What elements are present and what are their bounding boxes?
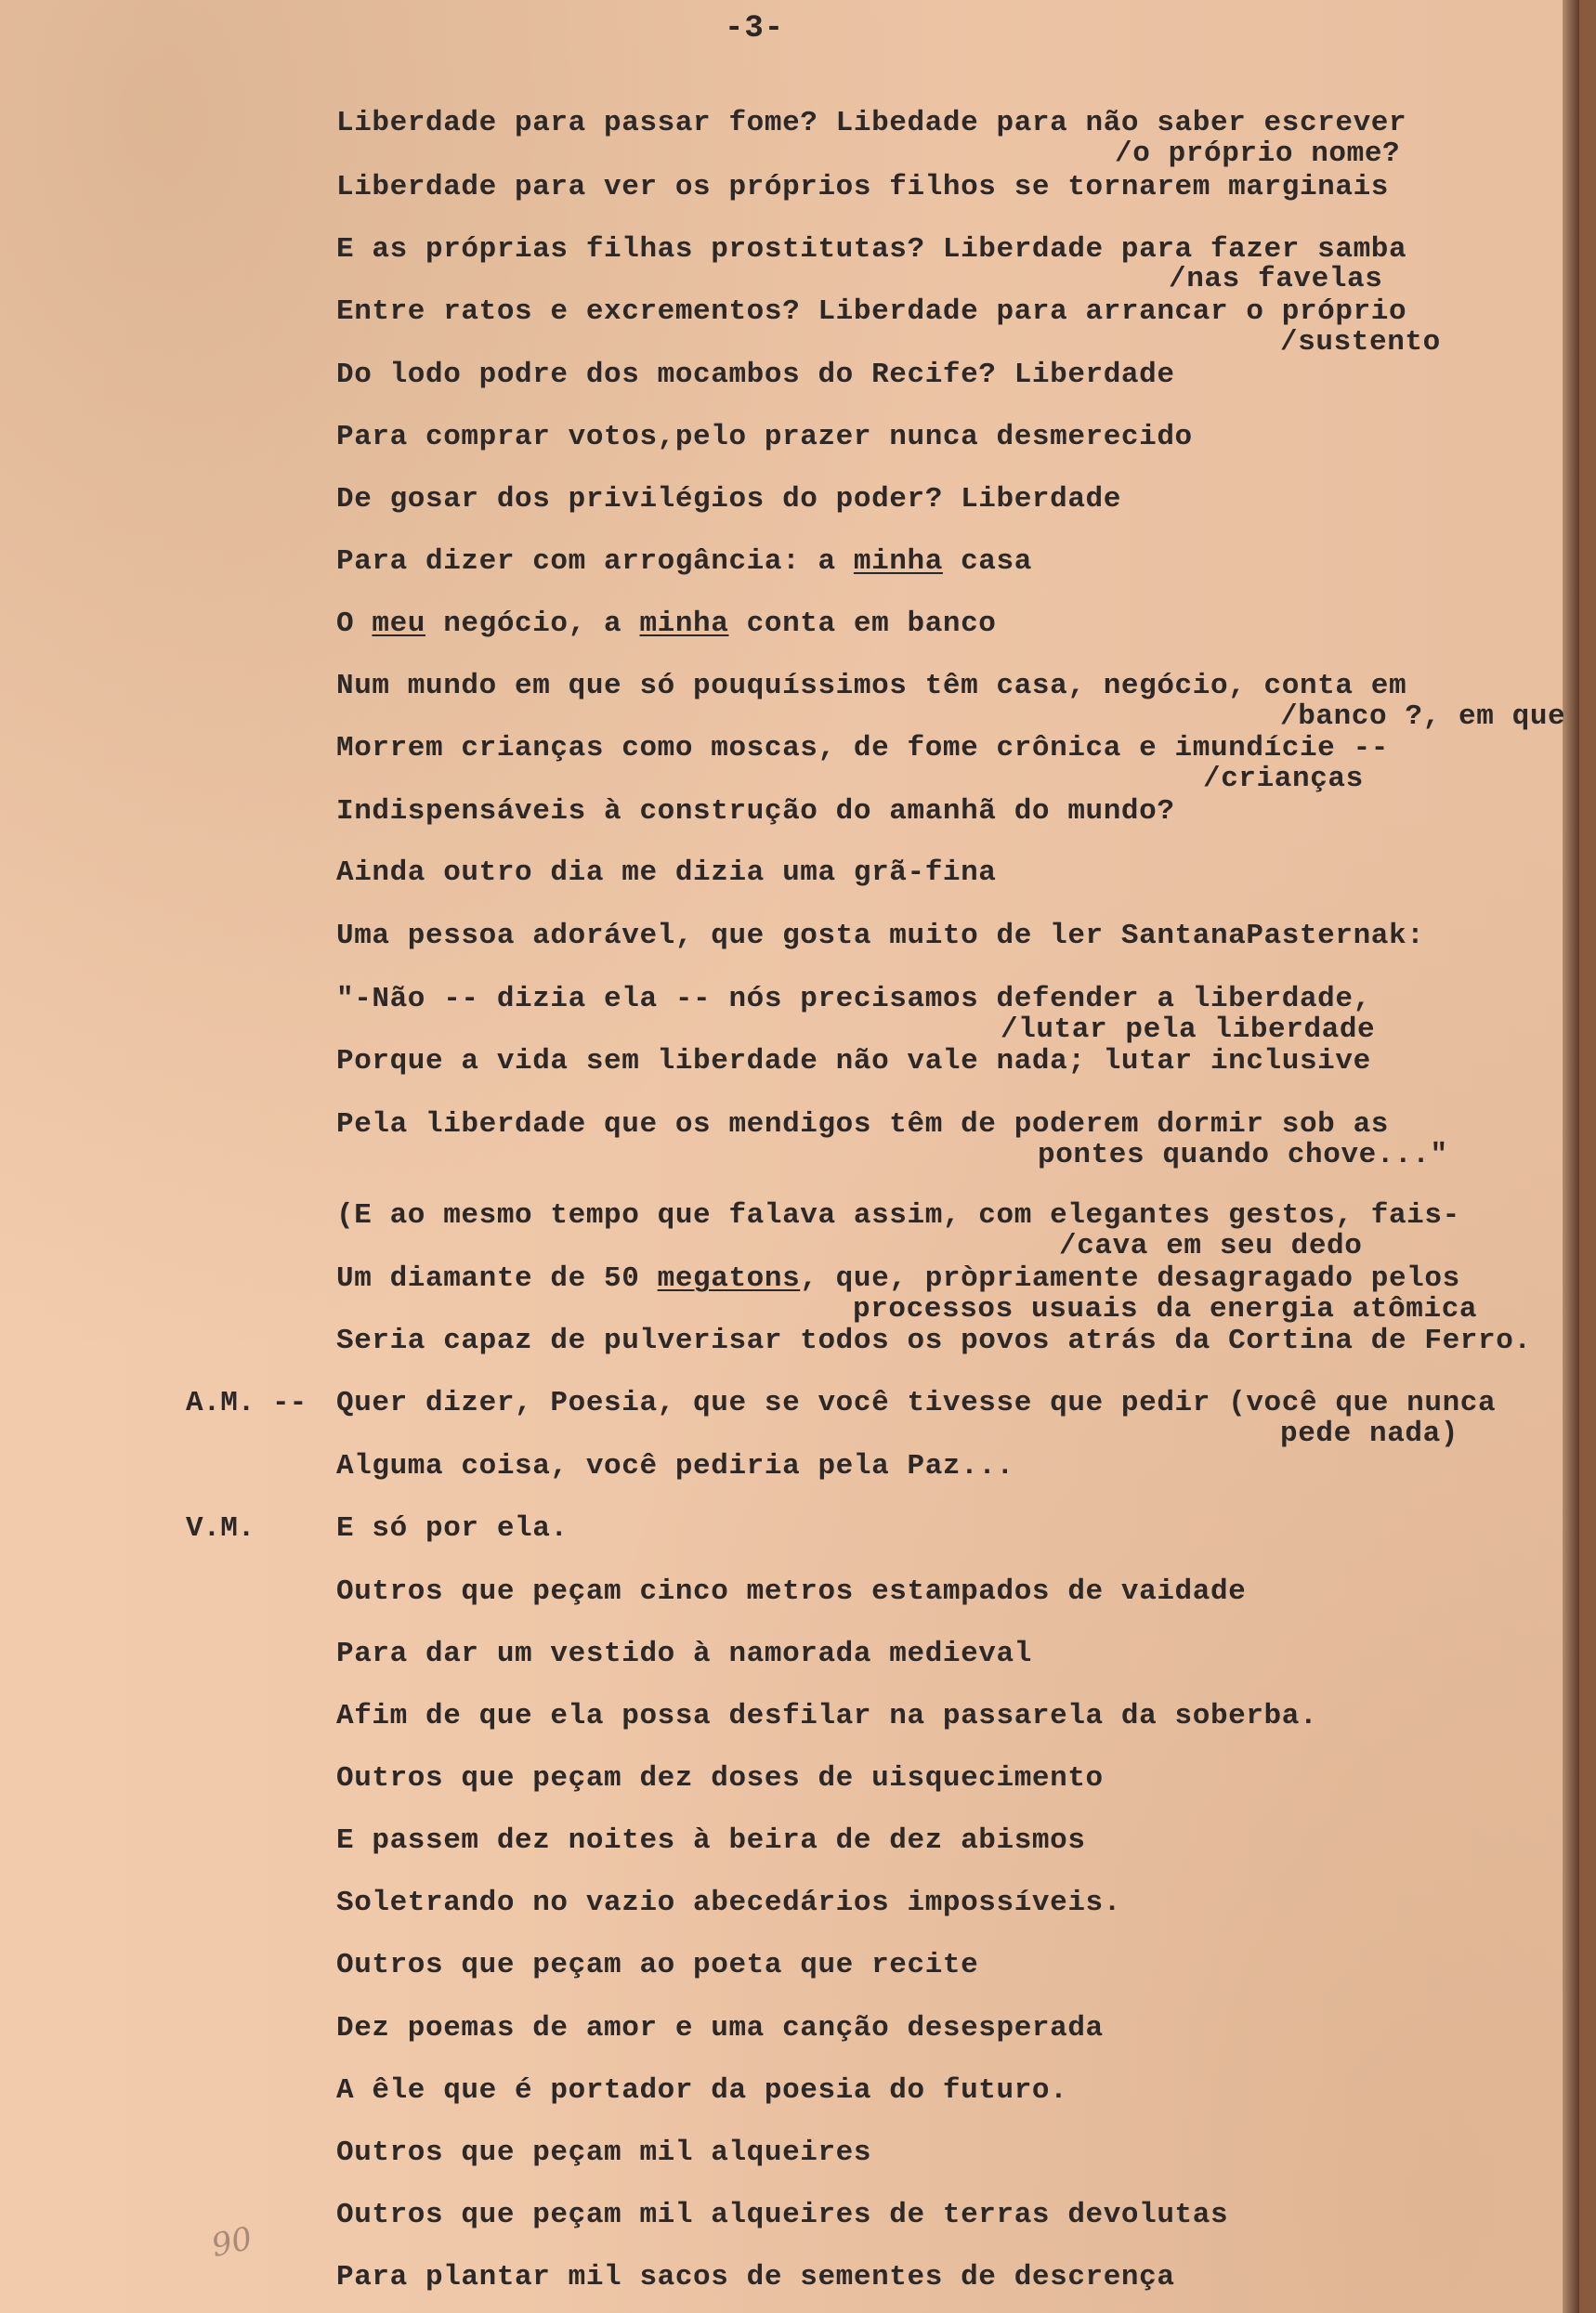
poem-line: Alguma coisa, você pediria pela Paz... <box>336 1450 1014 1483</box>
poem-line: Ainda outro dia me dizia uma grã-fina <box>336 856 997 889</box>
poem-line: O meu negócio, a minha conta em banco <box>336 608 997 640</box>
poem-line: Para dizer com arrogância: a minha casa <box>336 545 1032 578</box>
page-number: -3- <box>725 11 785 46</box>
poem-line: Seria capaz de pulverisar todos os povos atrás da Cortina de Ferro. <box>336 1325 1532 1357</box>
poem-line: Uma pessoa adorável, que gosta muito de ler SantanaPasternak: <box>336 920 1425 952</box>
poem-line-continuation: /lutar pela liberdade <box>1001 1013 1376 1046</box>
poem-line: Entre ratos e excrementos? Liberdade para arrancar o próprio <box>336 295 1407 328</box>
poem-line-continuation: /banco ?, em que <box>1280 700 1566 733</box>
poem-line: Outros que peçam dez doses de uisquecimento <box>336 1762 1104 1795</box>
handwritten-margin-note: 90 <box>208 2219 255 2266</box>
poem-line: Liberdade para passar fome? Libedade para não saber escrever <box>336 107 1407 139</box>
poem-line: De gosar dos privilégios do poder? Liberdade <box>336 483 1121 516</box>
poem-line: Um diamante de 50 megatons, que, pròpriamente desagragado pelos <box>336 1262 1460 1295</box>
poem-line: Para dar um vestido à namorada medieval <box>336 1638 1032 1670</box>
poem-line: Afim de que ela possa desfilar na passarela da soberba. <box>336 1700 1318 1732</box>
poem-line: Para comprar votos,pelo prazer nunca desmerecido <box>336 421 1193 453</box>
underlined-word: meu <box>372 608 426 640</box>
poem-line: Liberdade para ver os próprios filhos se tornarem marginais <box>336 171 1389 203</box>
speaker-label-vm: V.M. <box>186 1512 255 1545</box>
poem-line-continuation: pede nada) <box>1280 1418 1459 1450</box>
poem-line-continuation: pontes quando chove..." <box>1038 1139 1448 1171</box>
underlined-word: megatons <box>657 1262 801 1295</box>
speaker-label-am: A.M. -- <box>186 1387 307 1419</box>
poem-line: (E ao mesmo tempo que falava assim, com elegantes gestos, fais- <box>336 1199 1460 1232</box>
poem-line-continuation: /crianças <box>1203 763 1364 795</box>
poem-line: Indispensáveis à construção do amanhã do mundo? <box>336 795 1175 828</box>
poem-line: Num mundo em que só pouquíssimos têm casa, negócio, conta em <box>336 670 1407 702</box>
poem-line: Soletrando no vazio abecedários impossíveis. <box>336 1887 1121 1919</box>
poem-line: Do lodo podre dos mocambos do Recife? Liberdade <box>336 359 1175 391</box>
poem-line-continuation: /sustento <box>1280 326 1441 359</box>
poem-line: "-Não -- dizia ela -- nós precisamos defender a liberdade, <box>336 983 1371 1015</box>
poem-line: Para plantar mil sacos de sementes de descrença <box>336 2261 1175 2293</box>
poem-line-continuation: processos usuais da energia atômica <box>853 1293 1478 1326</box>
poem-line: Pela liberdade que os mendigos têm de poderem dormir sob as <box>336 1108 1389 1141</box>
poem-line: E as próprias filhas prostitutas? Liberdade para fazer samba <box>336 233 1407 266</box>
poem-line: Quer dizer, Poesia, que se você tivesse que pedir (você que nunca <box>336 1387 1497 1419</box>
poem-line: Outros que peçam ao poeta que recite <box>336 1949 979 1981</box>
poem-line: Outros que peçam cinco metros estampados de vaidade <box>336 1575 1247 1608</box>
underlined-word: minha <box>853 545 943 578</box>
poem-line: E só por ela. <box>336 1512 569 1545</box>
poem-line: E passem dez noites à beira de dez abismos <box>336 1824 1086 1857</box>
poem-line-continuation: /o próprio nome? <box>1115 137 1401 170</box>
poem-line: Porque a vida sem liberdade não vale nada; lutar inclusive <box>336 1045 1371 1078</box>
page-edge-shadow <box>1563 0 1579 2313</box>
poem-line: Outros que peçam mil alqueires <box>336 2137 872 2169</box>
poem-line: Morrem crianças como moscas, de fome crônica e imundície -- <box>336 732 1389 764</box>
poem-line: A êle que é portador da poesia do futuro. <box>336 2074 1068 2107</box>
poem-line: Dez poemas de amor e uma canção desesperada <box>336 2012 1104 2045</box>
poem-line: Outros que peçam mil alqueires de terras devolutas <box>336 2199 1229 2231</box>
underlined-word: minha <box>639 608 729 640</box>
poem-line-continuation: /nas favelas <box>1169 263 1383 295</box>
poem-line-continuation: /cava em seu dedo <box>1059 1230 1363 1262</box>
